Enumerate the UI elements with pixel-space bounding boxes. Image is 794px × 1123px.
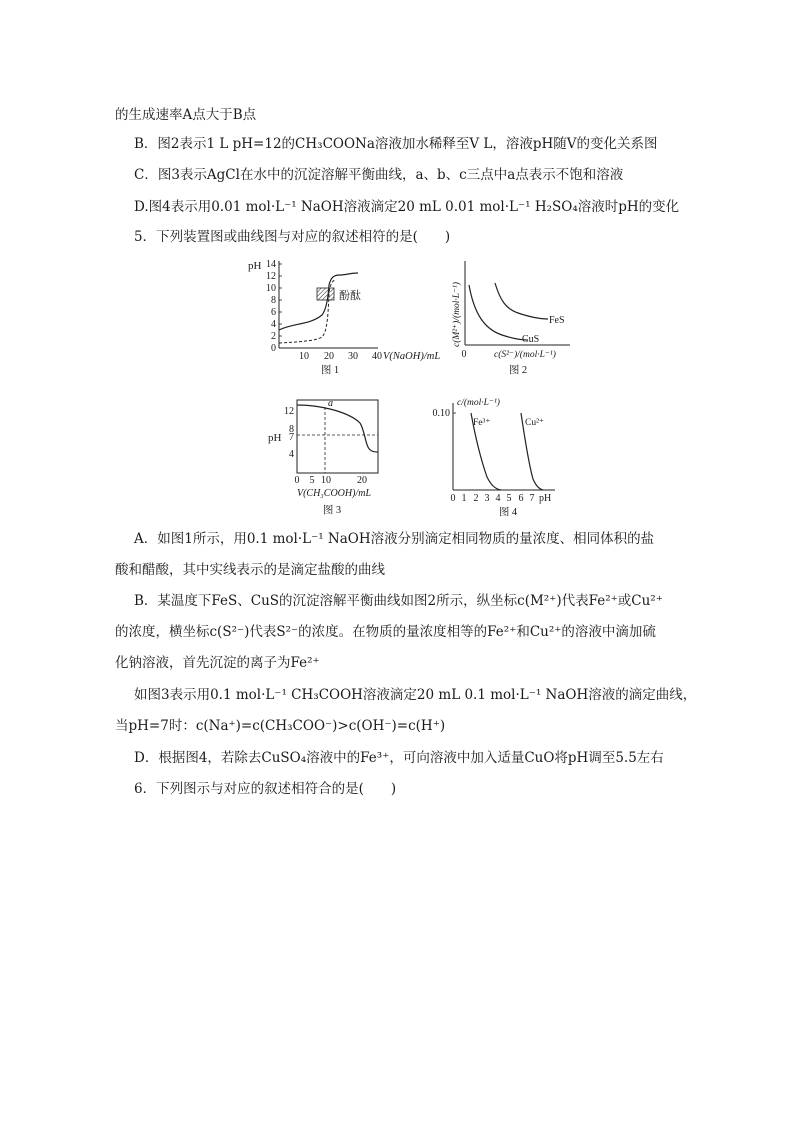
fig1-xtick: 30 [348,351,358,362]
fig4-xunit: pH [539,493,552,504]
option-b-line-2: 的浓度，横坐标c(S²⁻)代表S²⁻的浓度。在物质的量浓度相等的Fe²⁺和Cu²⁺的溶液中滴加硫 [115,624,656,640]
fig3-ylabel: pH [268,432,282,444]
fig1-ytick: 2 [271,331,276,342]
fig1-ytick: 0 [271,343,276,354]
fig1-xlabel: V(NaOH)/mL [383,351,441,362]
fig3-xlabel: V(CH₃COOH)/mL [296,488,372,499]
text-line-1: 的生成速率A点大于B点 [115,107,257,123]
fig3-ytick: 12 [284,406,294,417]
option-d-line: D.图4表示用0.01 mol·L⁻¹ NaOH溶液滴定20 mL 0.01 mol·L⁻¹ H₂SO₄溶液时pH的变化 [134,199,680,215]
option-c-line-2: 当pH=7时：c(Na⁺)=c(CH₃COO⁻)>c(OH⁻)=c(H⁺) [115,718,446,734]
fig2-ylabel: c(M²⁺)/(mol·L⁻¹) [452,281,462,347]
fig3-ytick: 7 [289,432,294,443]
fig1-ytick: 10 [266,283,276,294]
fig1-caption: 图 1 [320,365,340,376]
figure-2 [448,255,578,380]
fig4-xtick: 1 [461,493,467,504]
option-a-line-1: A．如图1所示，用0.1 mol·L⁻¹ NaOH溶液分别滴定相同物质的量浓度、相同体积的盐 [134,531,655,547]
option-c-line: C．图3表示AgCl在水中的沉淀溶解平衡曲线，a、b、c三点中a点表示不饱和溶液 [134,167,624,183]
fig2-origin: 0 [461,349,467,360]
fig3-xtick: 5 [309,475,315,486]
fig4-caption: 图 4 [498,507,518,518]
option-a-line-2: 酸和醋酸，其中实线表示的是滴定盐酸的曲线 [115,562,385,578]
fig4-cu2-label: Cu²⁺ [525,418,544,428]
fig3-xtick: 20 [357,475,367,486]
option-b-line-3: 化钠溶液，首先沉淀的离子为Fe²⁺ [115,655,320,671]
option-c-line-1: 如图3表示用0.1 mol·L⁻¹ CH₃COOH溶液滴定20 mL 0.1 mol·L⁻¹ NaOH溶液的滴定曲线， [134,687,697,703]
fig1-ytick: 12 [266,271,276,282]
fig2-fes-curve [495,283,548,319]
fig3-caption: 图 3 [322,505,342,516]
fig1-xtick: 20 [324,351,334,362]
fig3-xtick: 0 [294,475,300,486]
fig3-point-a: a [328,398,333,409]
fig1-annotation: 酚酞 [339,290,361,302]
fig3-ytick: 4 [289,449,294,460]
fig1-xtick: 40 [372,351,382,362]
figure-3 [262,395,387,520]
fig3-titration-curve [297,405,378,452]
fig4-ytick: 0.10 [432,408,450,419]
option-d-line-5: D．根据图4，若除去CuSO₄溶液中的Fe³⁺，可向溶液中加入适量CuO将pH调至5.5左右 [134,750,664,766]
option-b-line: B．图2表示1 L pH=12的CH₃COONa溶液加水稀释至V L，溶液pH随V的变化关系图 [134,136,658,152]
fig4-xtick: 6 [518,493,524,504]
fig3-ytick: 8 [289,424,294,435]
fig4-xtick: 4 [495,493,501,504]
fig1-ytick: 6 [271,307,276,318]
question-6-stem: 6．下列图示与对应的叙述相符合的是( ) [134,781,397,797]
fig2-fes-label: FeS [549,315,565,326]
fig1-ytick: 14 [266,259,276,270]
fig4-fe3-label: Fe³⁺ [473,418,491,428]
option-b-line-1: B．某温度下FeS、CuS的沉淀溶解平衡曲线如图2所示，纵坐标c(M²⁺)代表Fe²⁺或Cu²⁺ [134,593,663,609]
fig1-indicator-range [317,288,334,300]
fig4-xtick: 7 [529,493,535,504]
fig1-ytick: 4 [271,319,276,330]
question-5-stem: 5．下列装置图或曲线图与对应的叙述相符的是( ) [134,229,451,245]
fig4-xtick: 3 [484,493,490,504]
fig1-ytick: 8 [271,295,276,306]
figure-1 [248,255,441,380]
fig2-xlabel: c(S²⁻)/(mol·L⁻¹) [494,350,556,360]
fig4-xtick: 0 [450,493,456,504]
fig2-caption: 图 2 [508,365,528,376]
fig2-cus-label: CuS [522,334,540,345]
fig1-ylabel: pH [248,260,262,272]
fig4-xtick: 2 [473,493,479,504]
fig4-xtick: 5 [506,493,512,504]
fig4-ylabel: c/(mol·L⁻¹) [457,398,500,408]
figure-4 [425,395,575,520]
fig1-xtick: 10 [299,351,309,362]
fig3-xtick: 10 [321,475,331,486]
